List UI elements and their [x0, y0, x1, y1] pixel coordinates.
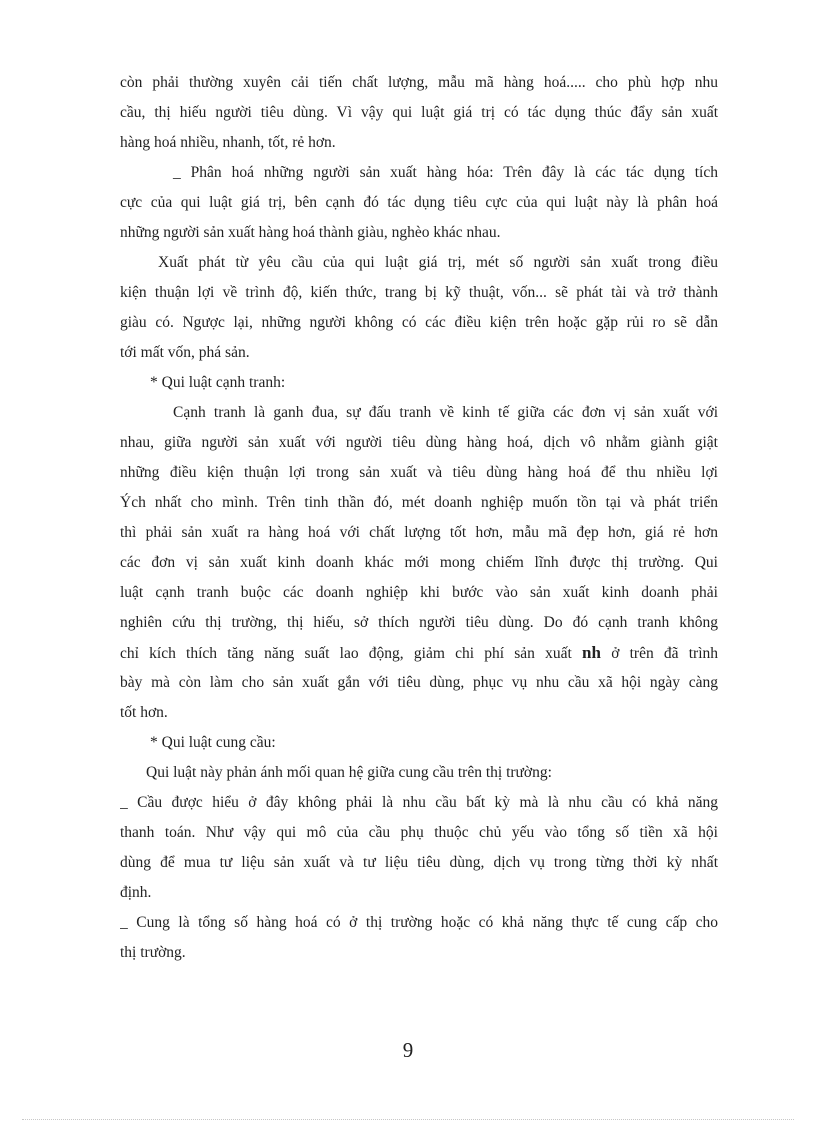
- text-line-content: những điều kiện thuận lợi trong sản xuất và tiêu dùng hàng hoá để thu nhiều lợi: [120, 464, 718, 481]
- text-line-content: thanh toán. Như vậy qui mô của cầu phụ thuộc chủ yếu vào tổng số tiền xã hội: [120, 824, 718, 841]
- text-line-content: luật cạnh tranh buộc các doanh nghiệp khi bước vào sản xuất kinh doanh phải: [120, 584, 718, 601]
- text-line: [120, 398, 718, 428]
- text-line-content: * Qui luật cạnh tranh:: [150, 374, 286, 391]
- text-line-content: chỉ kích thích tăng năng suất lao động, giảm chi phí sản xuất: [120, 645, 572, 662]
- text-line-content: _ Cung là tổng số hàng hoá có ở thị trường hoặc có khả năng thực tế cung cấp cho: [120, 914, 718, 931]
- page-number: 9: [402, 1038, 414, 1062]
- text-line-content: thì phải sản xuất ra hàng hoá với chất lượng tốt hơn, mẫu mã đẹp hơn, giá rẻ hơn: [120, 524, 718, 541]
- text-line: [120, 368, 718, 398]
- text-line: [120, 98, 718, 128]
- text-line-content: _ Phân hoá những người sản xuất hàng hóa: Trên đây là các tác dụng tích: [173, 164, 718, 181]
- text-line: [120, 668, 718, 698]
- text-line: [120, 758, 718, 788]
- text-line-content: nghiên cứu thị trường, thị hiếu, sở thích người tiêu dùng. Do đó cạnh tranh không: [120, 614, 718, 631]
- text-line: [120, 728, 718, 758]
- text-line-content: Cạnh tranh là ganh đua, sự đấu tranh về kinh tế giữa các đơn vị sản xuất với: [173, 404, 718, 421]
- text-line: [120, 188, 718, 218]
- text-line: [120, 638, 718, 668]
- text-line-content: cầu, thị hiếu người tiêu dùng. Vì vậy qui luật giá trị có tác dụng thúc đẩy sản xuất: [120, 104, 718, 121]
- text-line: [120, 518, 718, 548]
- bold-fragment: nh: [582, 643, 601, 662]
- text-line: [120, 218, 718, 248]
- text-line: [120, 548, 718, 578]
- text-line: [120, 908, 718, 938]
- text-line: [120, 158, 718, 188]
- text-line-content: giàu có. Ngược lại, những người không có các điều kiện trên hoặc gặp rủi ro sẽ dẫn: [120, 314, 718, 331]
- text-line: [120, 68, 718, 98]
- text-line-content: nhau, giữa người sản xuất với người tiêu dùng hàng hoá, dịch vô nhằm giành giật: [120, 434, 718, 451]
- text-line: [120, 788, 718, 818]
- text-line-content: cực của qui luật giá trị, bên cạnh đó tác dụng tiêu cực của qui luật này là phân hoá: [120, 194, 718, 211]
- text-line-content: _ Cầu được hiểu ở đây không phải là nhu cầu bất kỳ mà là nhu cầu có khả năng: [120, 794, 718, 811]
- text-line-content: * Qui luật cung cầu:: [150, 734, 276, 751]
- text-line: [120, 848, 718, 878]
- text-line: [120, 608, 718, 638]
- text-line: [120, 128, 718, 158]
- text-line-content: các đơn vị sản xuất kinh doanh khác mới mong chiếm lĩnh được thị trường. Qui: [120, 554, 718, 571]
- text-line-content: Xuất phát từ yêu cầu của qui luật giá trị, mét số người sản xuất trong điều: [158, 254, 718, 271]
- text-line-content: thị trường.: [120, 944, 186, 961]
- text-line-content: còn phải thường xuyên cải tiến chất lượng, mẫu mã hàng hoá..... cho phù hợp nhu: [120, 74, 718, 91]
- text-line: [120, 818, 718, 848]
- text-line-content: kiện thuận lợi về trình độ, kiến thức, trang bị kỹ thuật, vốn... sẽ phát tài và trở thành: [120, 284, 718, 301]
- text-line: [120, 878, 718, 908]
- text-line: [120, 488, 718, 518]
- document-body: [120, 68, 718, 968]
- text-line-content: bày mà còn làm cho sản xuất gắn với tiêu dùng, phục vụ nhu cầu xã hội ngày càng: [120, 674, 718, 691]
- text-line-content: dùng để mua tư liệu sản xuất và tư liệu tiêu dùng, dịch vụ trong từng thời kỳ nhất: [120, 854, 718, 871]
- text-line: [120, 428, 718, 458]
- page-edge-divider: [22, 1119, 794, 1120]
- text-line-content: định.: [120, 884, 152, 901]
- text-line-content: Qui luật này phản ánh mối quan hệ giữa cung cầu trên thị trường:: [146, 764, 552, 781]
- text-line-continuation: ở trên đã trình: [611, 645, 718, 662]
- text-line-content: Ých nhất cho mình. Trên tinh thần đó, mét doanh nghiệp muốn tồn tại và phát triển: [120, 494, 718, 511]
- text-line: [120, 338, 718, 368]
- text-line: [120, 248, 718, 278]
- text-line: [120, 308, 718, 338]
- text-line-content: những người sản xuất hàng hoá thành giàu, nghèo khác nhau.: [120, 224, 501, 241]
- text-line: [120, 698, 718, 728]
- text-line-content: hàng hoá nhiều, nhanh, tốt, rẻ hơn.: [120, 134, 336, 151]
- text-line: [120, 578, 718, 608]
- text-line: [120, 938, 718, 968]
- text-line: [120, 458, 718, 488]
- text-line-content: tới mất vốn, phá sản.: [120, 344, 250, 361]
- text-line-content: tốt hơn.: [120, 704, 168, 721]
- text-line: [120, 278, 718, 308]
